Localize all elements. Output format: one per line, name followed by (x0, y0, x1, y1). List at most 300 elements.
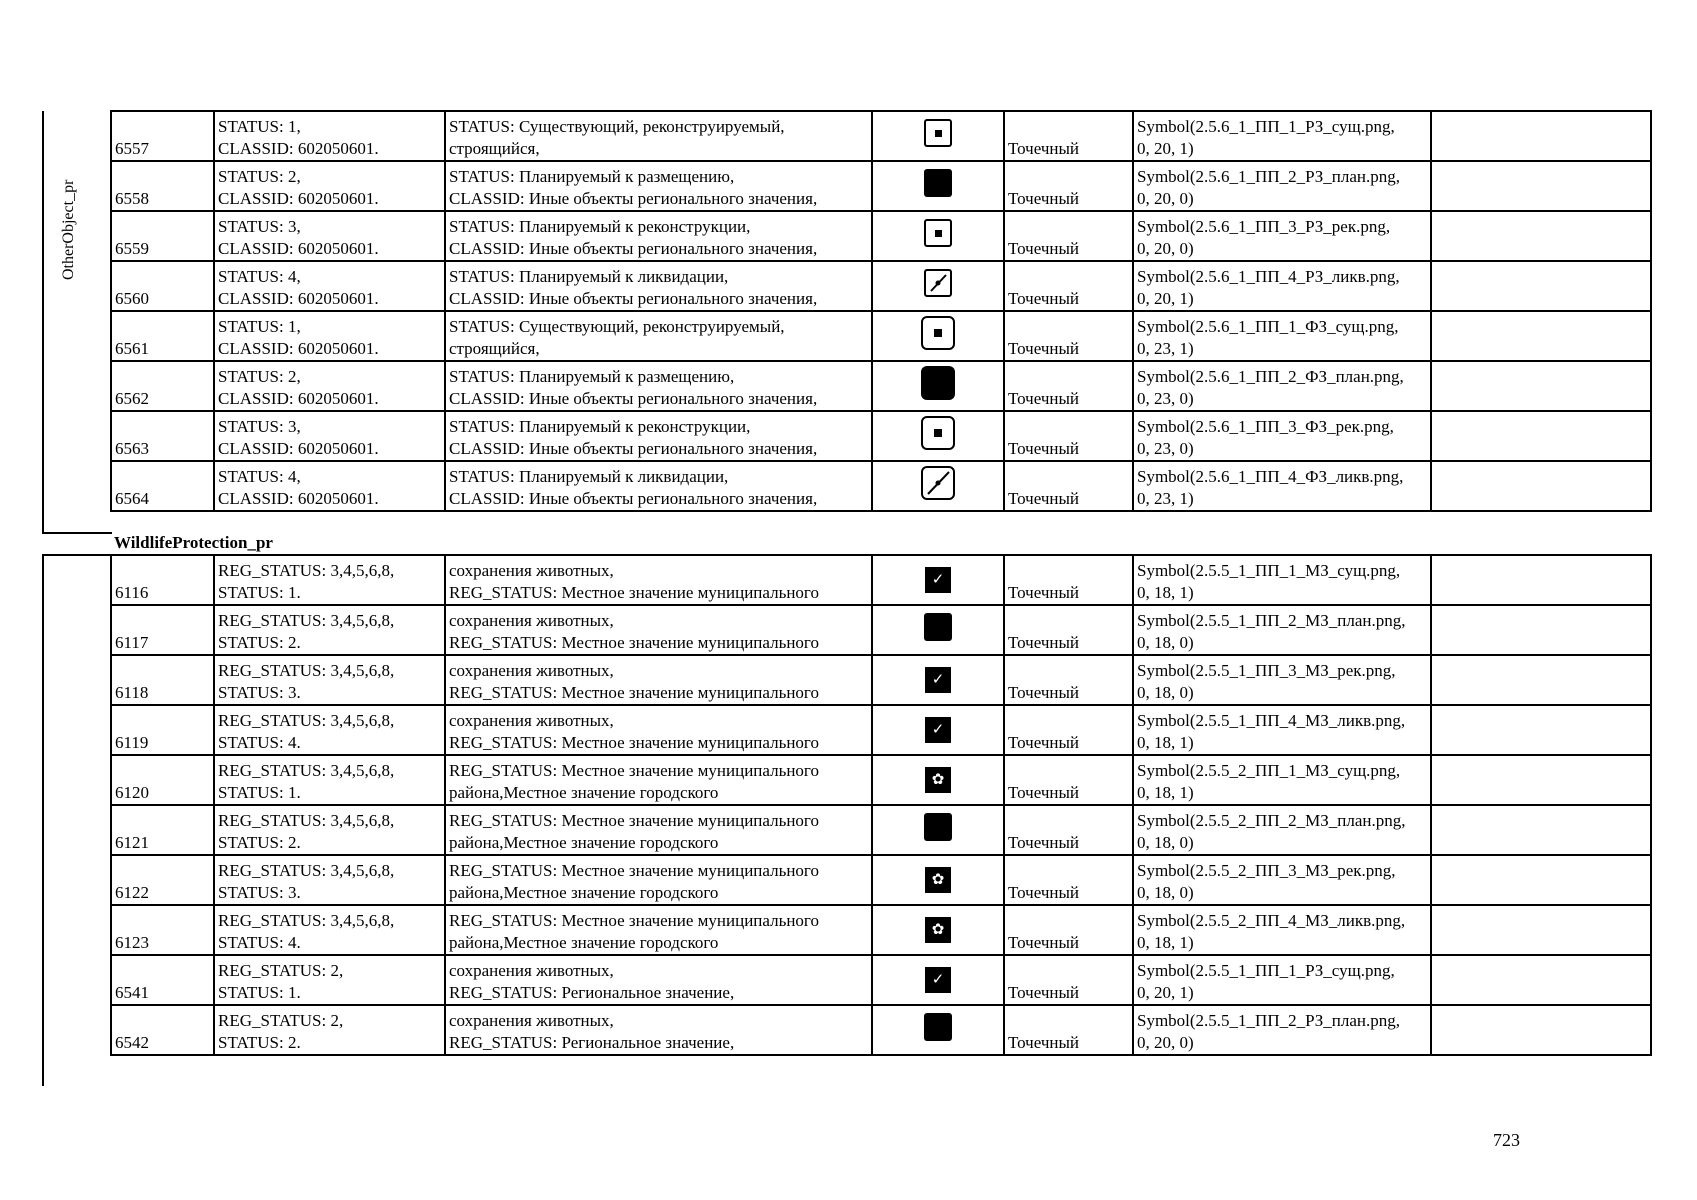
description-line-1: STATUS: Планируемый к размещению, (449, 367, 735, 386)
description-line-2: строящийся, (449, 139, 540, 158)
geometry-type-text: Точечный (1008, 389, 1080, 408)
attribute-line-1: REG_STATUS: 3,4,5,6,8, (218, 861, 395, 880)
geometry-type-text: Точечный (1008, 489, 1080, 508)
attribute-line-2: STATUS: 3. (218, 883, 301, 902)
symbol-expression-line-2: 0, 20, 1) (1137, 139, 1194, 158)
row-code-text: 6564 (115, 489, 149, 508)
geometry-type-cell (1004, 161, 1133, 211)
empty-cell (1431, 855, 1651, 905)
description-cell (445, 855, 872, 905)
row-code-text: 6122 (115, 883, 149, 902)
table-row (111, 461, 1651, 511)
description-line-2: REG_STATUS: Региональное значение, (449, 1033, 735, 1052)
description-cell (445, 755, 872, 805)
attribute-line-2: STATUS: 2. (218, 633, 301, 652)
empty-cell (1431, 261, 1651, 311)
symbol-cell (872, 1005, 1004, 1055)
square-dot-symbol-icon (924, 219, 952, 247)
symbol-expression-cell (1133, 755, 1431, 805)
table-row (111, 111, 1651, 161)
row-code-text: 6559 (115, 239, 149, 258)
symbol-expression-cell (1133, 311, 1431, 361)
geometry-type-text: Точечный (1008, 933, 1080, 952)
description-line-1: REG_STATUS: Местное значение муниципального (449, 911, 819, 930)
attribute-cell (214, 461, 445, 511)
square-slash-symbol-icon (921, 466, 955, 500)
symbol-expression-line-2: 0, 23, 0) (1137, 389, 1194, 408)
description-line-2: района,Местное значение городского (449, 783, 719, 802)
group-label-otherobject: OtherObject_pr (60, 179, 77, 280)
symbol-expression-cell (1133, 411, 1431, 461)
empty-cell (1431, 955, 1651, 1005)
group-bracket-top-bottom (42, 532, 112, 534)
attribute-cell (214, 655, 445, 705)
group-bracket-top (42, 111, 44, 534)
symbol-expression-cell (1133, 805, 1431, 855)
empty-cell (1431, 905, 1651, 955)
symbol-table-otherobject (110, 110, 1652, 512)
row-code (111, 555, 214, 605)
row-code (111, 1005, 214, 1055)
geometry-type-text: Точечный (1008, 239, 1080, 258)
symbol-cell (872, 411, 1004, 461)
attribute-cell (214, 755, 445, 805)
geometry-type-text: Точечный (1008, 733, 1080, 752)
planned-symbol-icon (924, 813, 952, 841)
symbol-cell (872, 955, 1004, 1005)
paw-icon: ✿ (925, 867, 951, 893)
description-line-2: района,Местное значение городского (449, 883, 719, 902)
row-code (111, 211, 214, 261)
symbol-expression-line-2: 0, 18, 1) (1137, 783, 1194, 802)
symbol-expression-cell (1133, 111, 1431, 161)
geometry-type-cell (1004, 855, 1133, 905)
empty-cell (1431, 111, 1651, 161)
description-cell (445, 705, 872, 755)
table-row (111, 905, 1651, 955)
row-code-text: 6118 (115, 683, 149, 702)
symbol-expression-line-2: 0, 20, 1) (1137, 289, 1194, 308)
symbol-expression-line-1: Symbol(2.5.5_1_ПП_4_МЗ_ликв.png, (1137, 711, 1406, 730)
paw-icon: ✿ (925, 767, 951, 793)
attribute-cell (214, 805, 445, 855)
attribute-line-2: STATUS: 1. (218, 783, 301, 802)
description-line-1: STATUS: Планируемый к размещению, (449, 167, 735, 186)
row-code-text: 6558 (115, 189, 149, 208)
table-row (111, 1005, 1651, 1055)
geometry-type-text: Точечный (1008, 583, 1080, 602)
table-row (111, 755, 1651, 805)
description-cell (445, 461, 872, 511)
attribute-line-2: CLASSID: 602050601. (218, 139, 379, 158)
geometry-type-text: Точечный (1008, 883, 1080, 902)
bird-icon: ✓ (925, 967, 951, 993)
table-row (111, 361, 1651, 411)
attribute-line-1: STATUS: 3, (218, 417, 301, 436)
symbol-cell (872, 805, 1004, 855)
row-code (111, 161, 214, 211)
attribute-cell (214, 261, 445, 311)
attribute-line-2: STATUS: 2. (218, 1033, 301, 1052)
attribute-line-2: STATUS: 1. (218, 983, 301, 1002)
row-code-text: 6116 (115, 583, 149, 602)
attribute-cell (214, 905, 445, 955)
symbol-expression-line-1: Symbol(2.5.6_1_ПП_3_ФЗ_рек.png, (1137, 417, 1394, 436)
geometry-type-text: Точечный (1008, 633, 1080, 652)
row-code (111, 605, 214, 655)
row-code (111, 705, 214, 755)
symbol-expression-line-1: Symbol(2.5.5_2_ПП_3_МЗ_рек.png, (1137, 861, 1396, 880)
description-cell (445, 905, 872, 955)
symbol-expression-cell (1133, 705, 1431, 755)
empty-cell (1431, 311, 1651, 361)
description-line-2: REG_STATUS: Местное значение муниципального (449, 583, 819, 602)
attribute-line-2: STATUS: 4. (218, 933, 301, 952)
section-title-wildlifeprotection: WildlifeProtection_pr (114, 533, 273, 552)
attribute-cell (214, 311, 445, 361)
symbol-expression-cell (1133, 655, 1431, 705)
planned-symbol-icon (921, 366, 955, 400)
empty-cell (1431, 211, 1651, 261)
geometry-type-cell (1004, 555, 1133, 605)
planned-symbol-icon (924, 613, 952, 641)
description-cell (445, 311, 872, 361)
attribute-line-2: CLASSID: 602050601. (218, 339, 379, 358)
attribute-line-2: CLASSID: 602050601. (218, 189, 379, 208)
attribute-line-1: REG_STATUS: 2, (218, 961, 344, 980)
geometry-type-cell (1004, 1005, 1133, 1055)
row-code-text: 6562 (115, 389, 149, 408)
symbol-expression-line-2: 0, 18, 0) (1137, 633, 1194, 652)
symbol-cell (872, 361, 1004, 411)
symbol-expression-line-1: Symbol(2.5.5_1_ПП_2_РЗ_план.png, (1137, 1011, 1401, 1030)
geometry-type-cell (1004, 805, 1133, 855)
attribute-cell (214, 161, 445, 211)
table-row (111, 311, 1651, 361)
empty-cell (1431, 605, 1651, 655)
symbol-expression-cell (1133, 955, 1431, 1005)
description-line-2: REG_STATUS: Местное значение муниципального (449, 683, 819, 702)
symbol-expression-line-2: 0, 18, 0) (1137, 833, 1194, 852)
symbol-cell (872, 905, 1004, 955)
geometry-type-text: Точечный (1008, 833, 1080, 852)
description-line-2: REG_STATUS: Региональное значение, (449, 983, 735, 1002)
square-slash-symbol-icon (924, 269, 952, 297)
description-cell (445, 111, 872, 161)
description-line-2: района,Местное значение городского (449, 833, 719, 852)
geometry-type-cell (1004, 311, 1133, 361)
symbol-expression-cell (1133, 361, 1431, 411)
attribute-line-1: REG_STATUS: 3,4,5,6,8, (218, 761, 395, 780)
description-line-1: STATUS: Планируемый к ликвидации, (449, 467, 729, 486)
empty-cell (1431, 1005, 1651, 1055)
square-dot-symbol-icon (924, 119, 952, 147)
symbol-expression-cell (1133, 211, 1431, 261)
attribute-cell (214, 211, 445, 261)
table-row (111, 655, 1651, 705)
symbol-expression-line-2: 0, 18, 0) (1137, 883, 1194, 902)
description-cell (445, 261, 872, 311)
symbol-expression-cell (1133, 461, 1431, 511)
attribute-line-1: REG_STATUS: 3,4,5,6,8, (218, 661, 395, 680)
symbol-cell (872, 311, 1004, 361)
table-row (111, 605, 1651, 655)
description-line-1: сохранения животных, (449, 661, 614, 680)
bird-icon: ✓ (925, 667, 951, 693)
table-row (111, 161, 1651, 211)
symbol-expression-line-1: Symbol(2.5.5_1_ПП_1_РЗ_сущ.png, (1137, 961, 1395, 980)
bird-icon: ✓ (925, 567, 951, 593)
table-row (111, 855, 1651, 905)
symbol-expression-line-2: 0, 20, 1) (1137, 983, 1194, 1002)
attribute-line-2: STATUS: 3. (218, 683, 301, 702)
attribute-cell (214, 855, 445, 905)
empty-cell (1431, 655, 1651, 705)
attribute-line-2: STATUS: 2. (218, 833, 301, 852)
empty-cell (1431, 755, 1651, 805)
symbol-cell (872, 855, 1004, 905)
attribute-line-1: STATUS: 4, (218, 467, 301, 486)
description-cell (445, 161, 872, 211)
description-line-1: STATUS: Планируемый к ликвидации, (449, 267, 729, 286)
symbol-expression-line-2: 0, 23, 0) (1137, 439, 1194, 458)
geometry-type-cell (1004, 361, 1133, 411)
symbol-expression-line-1: Symbol(2.5.6_1_ПП_3_РЗ_рек.png, (1137, 217, 1391, 236)
attribute-line-1: REG_STATUS: 3,4,5,6,8, (218, 711, 395, 730)
geometry-type-cell (1004, 261, 1133, 311)
table-row (111, 411, 1651, 461)
empty-cell (1431, 555, 1651, 605)
symbol-expression-line-1: Symbol(2.5.6_1_ПП_2_ФЗ_план.png, (1137, 367, 1404, 386)
empty-cell (1431, 705, 1651, 755)
attribute-cell (214, 361, 445, 411)
page-number: 723 (1493, 1130, 1520, 1150)
geometry-type-text: Точечный (1008, 683, 1080, 702)
description-cell (445, 361, 872, 411)
description-line-1: REG_STATUS: Местное значение муниципального (449, 811, 819, 830)
description-line-1: сохранения животных, (449, 961, 614, 980)
symbol-expression-line-2: 0, 18, 0) (1137, 683, 1194, 702)
description-line-2: REG_STATUS: Местное значение муниципального (449, 733, 819, 752)
row-code-text: 6560 (115, 289, 149, 308)
row-code (111, 311, 214, 361)
bird-icon: ✓ (925, 717, 951, 743)
attribute-cell (214, 705, 445, 755)
geometry-type-text: Точечный (1008, 339, 1080, 358)
geometry-type-cell (1004, 655, 1133, 705)
row-code (111, 411, 214, 461)
row-code-text: 6541 (115, 983, 149, 1002)
table-row (111, 705, 1651, 755)
description-cell (445, 655, 872, 705)
empty-cell (1431, 805, 1651, 855)
attribute-cell (214, 555, 445, 605)
attribute-line-2: STATUS: 1. (218, 583, 301, 602)
attribute-line-1: STATUS: 2, (218, 167, 301, 186)
attribute-line-2: STATUS: 4. (218, 733, 301, 752)
table-row (111, 805, 1651, 855)
row-code-text: 6123 (115, 933, 149, 952)
symbol-expression-line-2: 0, 20, 0) (1137, 239, 1194, 258)
description-line-1: STATUS: Планируемый к реконструкции, (449, 417, 751, 436)
attribute-line-1: REG_STATUS: 3,4,5,6,8, (218, 911, 395, 930)
symbol-cell (872, 705, 1004, 755)
row-code-text: 6561 (115, 339, 149, 358)
attribute-line-2: CLASSID: 602050601. (218, 489, 379, 508)
symbol-expression-line-1: Symbol(2.5.6_1_ПП_4_РЗ_ликв.png, (1137, 267, 1400, 286)
symbol-expression-line-2: 0, 23, 1) (1137, 489, 1194, 508)
row-code-text: 6563 (115, 439, 149, 458)
attribute-cell (214, 605, 445, 655)
symbol-expression-cell (1133, 855, 1431, 905)
attribute-line-1: STATUS: 2, (218, 367, 301, 386)
symbol-expression-line-1: Symbol(2.5.6_1_ПП_2_РЗ_план.png, (1137, 167, 1401, 186)
description-line-1: STATUS: Существующий, реконструируемый, (449, 317, 785, 336)
row-code-text: 6119 (115, 733, 149, 752)
row-code (111, 855, 214, 905)
row-code-text: 6117 (115, 633, 149, 652)
paw-icon: ✿ (925, 917, 951, 943)
description-line-1: сохранения животных, (449, 611, 614, 630)
attribute-cell (214, 1005, 445, 1055)
empty-cell (1431, 411, 1651, 461)
symbol-expression-cell (1133, 555, 1431, 605)
attribute-line-2: CLASSID: 602050601. (218, 389, 379, 408)
description-line-2: CLASSID: Иные объекты регионального значения, (449, 439, 818, 458)
attribute-line-1: STATUS: 4, (218, 267, 301, 286)
description-cell (445, 605, 872, 655)
geometry-type-text: Точечный (1008, 289, 1080, 308)
row-code (111, 461, 214, 511)
symbol-expression-line-1: Symbol(2.5.5_2_ПП_1_МЗ_сущ.png, (1137, 761, 1401, 780)
description-cell (445, 805, 872, 855)
symbol-expression-line-2: 0, 20, 0) (1137, 1033, 1194, 1052)
geometry-type-cell (1004, 905, 1133, 955)
description-line-2: CLASSID: Иные объекты регионального значения, (449, 489, 818, 508)
symbol-cell (872, 755, 1004, 805)
geometry-type-text: Точечный (1008, 139, 1080, 158)
group-bracket-bottom (42, 554, 44, 1086)
attribute-line-1: REG_STATUS: 3,4,5,6,8, (218, 811, 395, 830)
symbol-expression-line-1: Symbol(2.5.5_1_ПП_3_МЗ_рек.png, (1137, 661, 1396, 680)
row-code (111, 905, 214, 955)
symbol-expression-cell (1133, 261, 1431, 311)
description-line-1: STATUS: Существующий, реконструируемый, (449, 117, 785, 136)
description-line-1: REG_STATUS: Местное значение муниципального (449, 861, 819, 880)
attribute-line-1: STATUS: 3, (218, 217, 301, 236)
empty-cell (1431, 161, 1651, 211)
symbol-cell (872, 111, 1004, 161)
row-code (111, 261, 214, 311)
empty-cell (1431, 361, 1651, 411)
symbol-expression-line-2: 0, 18, 1) (1137, 733, 1194, 752)
row-code (111, 955, 214, 1005)
empty-cell (1431, 461, 1651, 511)
square-dot-symbol-icon (921, 316, 955, 350)
symbol-expression-line-2: 0, 18, 1) (1137, 583, 1194, 602)
attribute-cell (214, 411, 445, 461)
description-line-2: CLASSID: Иные объекты регионального значения, (449, 289, 818, 308)
symbol-expression-line-1: Symbol(2.5.5_2_ПП_2_МЗ_план.png, (1137, 811, 1406, 830)
geometry-type-text: Точечный (1008, 1033, 1080, 1052)
description-line-1: REG_STATUS: Местное значение муниципального (449, 761, 819, 780)
symbol-cell (872, 211, 1004, 261)
table-row (111, 555, 1651, 605)
symbol-expression-line-1: Symbol(2.5.6_1_ПП_1_РЗ_сущ.png, (1137, 117, 1395, 136)
geometry-type-text: Точечный (1008, 439, 1080, 458)
symbol-expression-line-1: Symbol(2.5.5_1_ПП_1_МЗ_сущ.png, (1137, 561, 1401, 580)
row-code-text: 6557 (115, 139, 149, 158)
geometry-type-cell (1004, 461, 1133, 511)
symbol-cell (872, 461, 1004, 511)
description-line-2: CLASSID: Иные объекты регионального значения, (449, 239, 818, 258)
description-cell (445, 211, 872, 261)
geometry-type-cell (1004, 705, 1133, 755)
symbol-cell (872, 655, 1004, 705)
description-line-1: сохранения животных, (449, 561, 614, 580)
symbol-expression-line-1: Symbol(2.5.6_1_ПП_1_ФЗ_сущ.png, (1137, 317, 1399, 336)
symbol-cell (872, 161, 1004, 211)
description-line-2: REG_STATUS: Местное значение муниципального (449, 633, 819, 652)
symbol-cell (872, 605, 1004, 655)
description-line-2: CLASSID: Иные объекты регионального значения, (449, 189, 818, 208)
description-cell (445, 955, 872, 1005)
geometry-type-text: Точечный (1008, 983, 1080, 1002)
symbol-expression-cell (1133, 161, 1431, 211)
table-row (111, 211, 1651, 261)
symbol-expression-line-2: 0, 18, 1) (1137, 933, 1194, 952)
row-code (111, 755, 214, 805)
symbol-expression-line-2: 0, 20, 0) (1137, 189, 1194, 208)
description-cell (445, 411, 872, 461)
symbol-expression-cell (1133, 1005, 1431, 1055)
geometry-type-cell (1004, 755, 1133, 805)
geometry-type-text: Точечный (1008, 783, 1080, 802)
description-line-1: STATUS: Планируемый к реконструкции, (449, 217, 751, 236)
row-code (111, 111, 214, 161)
description-line-2: CLASSID: Иные объекты регионального значения, (449, 389, 818, 408)
row-code (111, 805, 214, 855)
row-code (111, 361, 214, 411)
row-code-text: 6121 (115, 833, 149, 852)
description-line-2: района,Местное значение городского (449, 933, 719, 952)
symbol-expression-cell (1133, 905, 1431, 955)
row-code (111, 655, 214, 705)
attribute-line-2: CLASSID: 602050601. (218, 439, 379, 458)
attribute-line-2: CLASSID: 602050601. (218, 239, 379, 258)
geometry-type-cell (1004, 411, 1133, 461)
geometry-type-cell (1004, 605, 1133, 655)
attribute-line-1: REG_STATUS: 3,4,5,6,8, (218, 611, 395, 630)
symbol-expression-line-1: Symbol(2.5.5_1_ПП_2_МЗ_план.png, (1137, 611, 1406, 630)
description-line-2: строящийся, (449, 339, 540, 358)
planned-symbol-icon (924, 1013, 952, 1041)
geometry-type-text: Точечный (1008, 189, 1080, 208)
attribute-line-1: STATUS: 1, (218, 317, 301, 336)
symbol-expression-line-1: Symbol(2.5.6_1_ПП_4_ФЗ_ликв.png, (1137, 467, 1404, 486)
description-cell (445, 1005, 872, 1055)
description-line-1: сохранения животных, (449, 711, 614, 730)
geometry-type-cell (1004, 211, 1133, 261)
description-cell (445, 555, 872, 605)
description-line-1: сохранения животных, (449, 1011, 614, 1030)
attribute-cell (214, 955, 445, 1005)
geometry-type-cell (1004, 955, 1133, 1005)
symbol-expression-line-2: 0, 23, 1) (1137, 339, 1194, 358)
table-row (111, 261, 1651, 311)
planned-symbol-icon (924, 169, 952, 197)
symbol-cell (872, 261, 1004, 311)
